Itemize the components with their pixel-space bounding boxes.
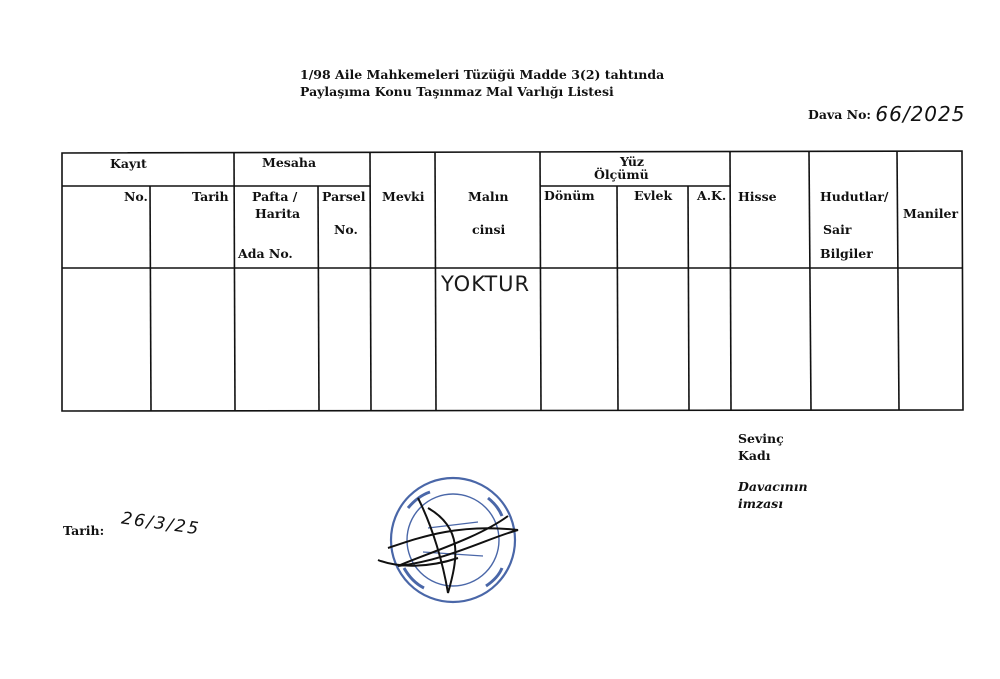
col-evlek: Evlek (634, 188, 673, 203)
header-yuz: Yüz (620, 154, 645, 169)
signer-title: Kadı (738, 448, 771, 463)
col-hudutlar: Hudutlar/ (820, 189, 889, 204)
signature-caption-1: Davacının (738, 479, 808, 494)
official-stamp (368, 468, 538, 618)
col-no: No. (124, 189, 148, 204)
signature-scribble (378, 498, 518, 593)
col-parsel-no: No. (334, 222, 358, 237)
col-maniler: Maniler (903, 206, 959, 221)
title-line-2: Paylaşıma Konu Taşınmaz Mal Varlığı Listesi (300, 84, 614, 99)
col-hisse: Hisse (738, 189, 777, 204)
col-sair: Sair (823, 222, 852, 237)
signer-name: Sevinç (738, 431, 784, 446)
header-mesaha: Mesaha (262, 155, 317, 170)
case-number-handwritten: 66/2025 (875, 102, 966, 126)
col-bilgiler: Bilgiler (820, 246, 873, 261)
entry-yoktur: YOKTUR (441, 272, 531, 296)
col-malin: Malın (468, 189, 509, 204)
case-number-label: Dava No: (808, 107, 872, 122)
date-label: Tarih: (63, 523, 105, 538)
col-cinsi: cinsi (472, 222, 506, 237)
col-donum: Dönüm (544, 188, 595, 203)
header-kayit: Kayıt (110, 156, 147, 171)
date-field (63, 508, 202, 540)
col-ak: A.K. (697, 188, 727, 203)
col-pafta: Pafta / (252, 189, 298, 204)
col-mevki: Mevki (382, 189, 425, 204)
signature-block (738, 430, 808, 512)
date-handwritten: 26/3/25 (119, 508, 202, 540)
col-ada-no: Ada No. (238, 246, 293, 261)
header-olcumu: Ölçümü (594, 167, 649, 182)
title-line-1: 1/98 Aile Mahkemeleri Tüzüğü Madde 3(2) tahtında (300, 67, 665, 82)
col-tarih: Tarih (192, 189, 229, 204)
col-harita: Harita (255, 206, 301, 221)
signature-caption-2: imzası (738, 496, 783, 511)
col-parsel: Parsel (322, 189, 366, 204)
